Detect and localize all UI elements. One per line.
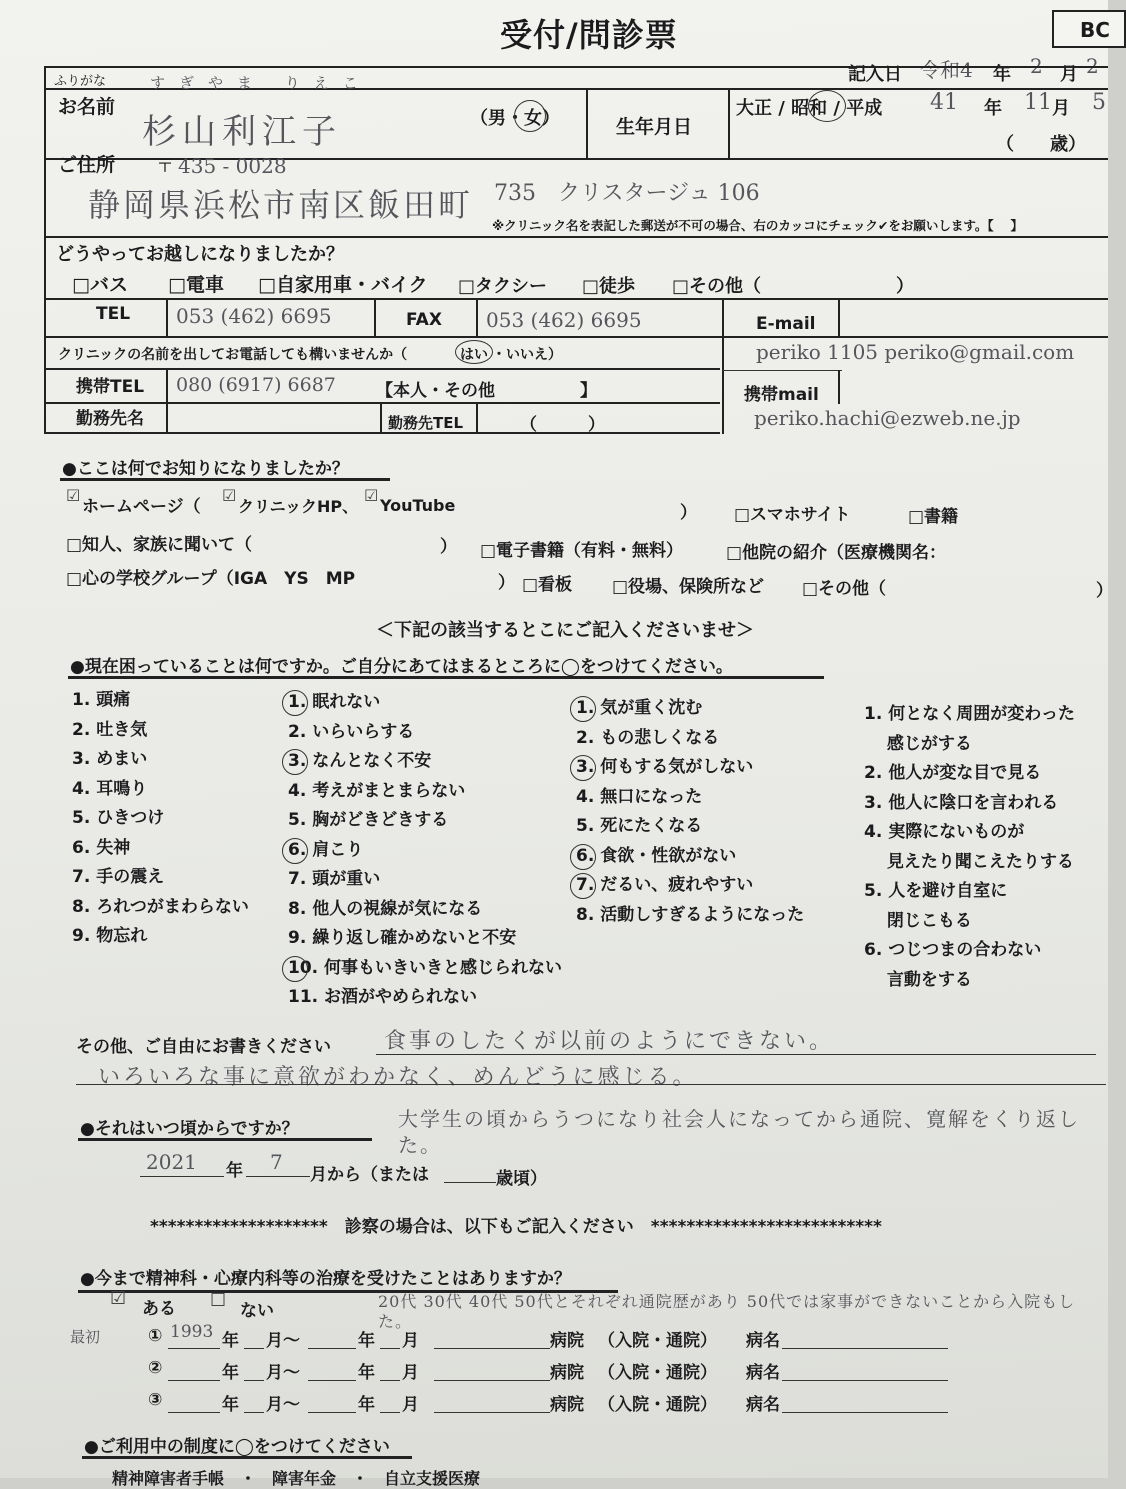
exam-row-fill-line: [168, 1348, 220, 1349]
era-showa-circle: [808, 90, 846, 122]
onset-age-unit: 歳頃）: [496, 1169, 547, 1189]
birth-year-unit: 年: [984, 98, 1002, 119]
mobile-label: 携帯TEL: [76, 377, 145, 397]
symptom-physical-item[interactable]: 1. 頭痛: [72, 690, 131, 710]
fax-label: FAX: [406, 310, 442, 330]
exam-first-label: 最初: [70, 1328, 101, 1346]
symptom-psychotic-item[interactable]: 4. 実際にないものが: [864, 822, 1025, 842]
call-yes-circle: [455, 340, 493, 364]
referral-row3-close: ）: [498, 573, 515, 593]
exam-row-disease: 病名: [746, 1395, 780, 1415]
birth-label: 生年月日: [616, 116, 693, 138]
birth-day[interactable]: 5: [1092, 90, 1106, 115]
symptom-psychotic-item[interactable]: 感じがする: [864, 733, 972, 754]
exam-row-disease: 病名: [746, 1363, 780, 1383]
referral-other[interactable]: □その他（: [802, 579, 887, 599]
exam-row-fill-line: [244, 1380, 264, 1381]
symptom-psychotic-item[interactable]: 1. 何となく周囲が変わった: [864, 704, 1076, 724]
exam-row-type: （入院・通院）: [598, 1363, 717, 1383]
exam-no[interactable]: ない: [240, 1301, 274, 1321]
exam-row-fill-line: [782, 1412, 948, 1413]
symptom-physical-item[interactable]: 2. 吐き気: [72, 719, 148, 740]
age-field[interactable]: （ 歳）: [996, 134, 1086, 155]
onset-year-rule: [140, 1176, 224, 1177]
tel-value[interactable]: 053 (462) 6695: [176, 304, 332, 328]
table-top-border: [44, 66, 1108, 68]
symptom-depression-item[interactable]: 1. 気が重く沈む: [576, 694, 804, 724]
work-tel-label: 勤務先TEL: [388, 414, 464, 432]
exam-row-fill-line: [434, 1412, 550, 1413]
call-no[interactable]: ・いいえ）: [492, 347, 562, 363]
symptoms-underline: [68, 676, 824, 679]
symptom-depression-item[interactable]: 3. 何もする気がしない: [576, 753, 804, 783]
furigana-label: ふりがな: [54, 74, 107, 89]
exam-row-hospital: 病院: [550, 1363, 584, 1383]
address-line2[interactable]: 735 クリスタージュ 106: [494, 181, 760, 206]
homepage-checkbox[interactable]: ☑: [66, 486, 81, 505]
exam-row-end-year-unit: 年: [358, 1363, 375, 1383]
symptom-psychotic-item[interactable]: 5. 人を避け自室に: [864, 881, 1008, 901]
exam-row-number: ①: [148, 1326, 163, 1346]
fax-label-divider: [476, 298, 478, 336]
symptom-depression-item[interactable]: 2. もの悲しくなる: [576, 727, 720, 748]
exam-row-fill-line: [308, 1412, 356, 1413]
symptom-physical-item[interactable]: 7. 手の震え: [72, 867, 165, 887]
referral-question: ●ここは何でお知りになりましたか？: [62, 459, 349, 479]
entry-date-label: 記入日: [848, 64, 902, 85]
exam-row-year-unit: 年: [222, 1331, 239, 1351]
referral-ebook[interactable]: □電子書籍（有料・無料）: [480, 541, 684, 561]
row-mobile-top: [44, 368, 720, 370]
postal-value[interactable]: 435 - 0028: [178, 154, 287, 178]
exam-row-type: （入院・通院）: [598, 1395, 717, 1415]
birth-year[interactable]: 41: [930, 90, 958, 115]
referral-signboard[interactable]: □看板: [522, 575, 573, 595]
mail-note: ※クリニック名を表記した郵送が不可の場合、右のカッコにチェック✔をお願いします。【 】: [492, 218, 1023, 233]
onset-age-rule: [444, 1182, 496, 1183]
exam-banner: ******************** 診察の場合は、以下もご記入ください **************************: [150, 1217, 882, 1237]
exam-row-disease: 病名: [746, 1331, 780, 1351]
name-value[interactable]: 杉山利江子: [142, 112, 342, 152]
name-label: お名前: [58, 96, 116, 118]
system-underline: [82, 1456, 412, 1459]
symptom-anxiety-item[interactable]: 8. 他人の視線が気になる: [288, 898, 483, 919]
symptom-psychotic-item[interactable]: 閉じこもる: [864, 910, 972, 931]
instruction-heading: ＜下記の該当するとこにご記入くださいませ＞: [376, 620, 754, 641]
exam-row-type: （入院・通院）: [598, 1331, 717, 1351]
onset-month-unit: 月から（または: [310, 1165, 429, 1185]
symptom-psychotic-item[interactable]: 言動をする: [864, 969, 972, 990]
exam-row-number: ③: [148, 1390, 163, 1410]
referral-row3-end: ）: [1096, 581, 1113, 601]
exam-row-year[interactable]: 1993: [170, 1322, 214, 1342]
symptom-physical-item[interactable]: 3. めまい: [72, 749, 148, 769]
onset-year-unit: 年: [226, 1161, 243, 1181]
work-label: 勤務先名: [76, 409, 144, 429]
onset-year[interactable]: 2021: [146, 1150, 197, 1174]
row-access-top: [44, 236, 1108, 238]
access-question: どうやってお越しになりましたか？: [56, 244, 344, 265]
symptoms-col-depression: [576, 694, 804, 930]
access-train[interactable]: □電車: [168, 274, 224, 296]
exam-yes[interactable]: ある: [142, 1299, 176, 1319]
entry-year-unit: 年: [993, 64, 1011, 85]
symptom-physical-item[interactable]: 5. ひきつけ: [72, 808, 165, 828]
symptom-physical-item[interactable]: 6. 失神: [72, 837, 131, 858]
work-tel-label-divider: [380, 402, 382, 432]
exam-row-fill-line: [168, 1412, 220, 1413]
symptom-depression-item[interactable]: 5. 死にたくなる: [576, 816, 703, 836]
table-left-border: [44, 66, 46, 432]
exam-row-end-month-unit: 月: [402, 1363, 419, 1383]
referral-government[interactable]: □役場、保険所など: [612, 577, 765, 597]
bc-box-label: BC: [1080, 18, 1110, 42]
clinic-hp-checkbox[interactable]: ☑: [222, 486, 237, 505]
email-label: E-mail: [756, 314, 816, 334]
exam-row-fill-line: [308, 1348, 356, 1349]
referral-underline: [60, 478, 390, 481]
email-value[interactable]: periko 1105 periko@gmail.com: [756, 340, 1075, 364]
free-text-line1[interactable]: 食事のしたくが以前のようにできない。: [384, 1029, 835, 1054]
furigana-value[interactable]: すぎやま りえこ: [150, 74, 372, 92]
exam-row-fill-line: [244, 1348, 264, 1349]
access-bus[interactable]: □バス: [72, 274, 128, 296]
symptom-depression-item[interactable]: 4. 無口になった: [576, 786, 703, 807]
symptom-psychotic-item[interactable]: 見えたり聞こえたりする: [864, 851, 1074, 872]
exam-row-fill-line: [380, 1380, 400, 1381]
call-yes[interactable]: はい: [460, 347, 488, 363]
exam-row-hospital: 病院: [550, 1395, 584, 1415]
referral-youtube[interactable]: YouTube: [380, 496, 456, 515]
onset-underline: [78, 1138, 372, 1141]
symptom-psychotic-item[interactable]: 2. 他人が変な目で見る: [864, 763, 1042, 783]
symptom-anxiety-item[interactable]: 6. 肩こり: [288, 836, 562, 866]
exam-row-fill-line: [380, 1348, 400, 1349]
mobile-value[interactable]: 080 (6917) 6687: [176, 374, 336, 396]
symptom-depression-item[interactable]: 7. だるい、疲れやすい: [576, 871, 804, 901]
tel-label-divider: [166, 298, 168, 336]
referral-school-group[interactable]: □心の学校グループ（IGA YS MP: [66, 569, 356, 589]
symptom-physical-item[interactable]: 4. 耳鳴り: [72, 778, 148, 799]
name-birth-divider: [586, 88, 588, 158]
symptom-anxiety-item[interactable]: 5. 胸がどきどきする: [288, 810, 449, 830]
system-question: ●ご利用中の制度に◯をつけてください: [84, 1437, 390, 1457]
onset-month[interactable]: 7: [270, 1150, 283, 1174]
tel-value-divider: [374, 298, 376, 336]
exam-row-end-month-unit: 月: [402, 1331, 419, 1351]
symptom-depression-item[interactable]: 8. 活動しすぎるようになった: [576, 904, 805, 925]
exam-row-number: ②: [148, 1358, 163, 1378]
contact-right-divider: [722, 298, 724, 434]
symptom-anxiety-item[interactable]: 11. お酒がやめられない: [288, 987, 478, 1007]
exam-row-fill-line: [244, 1412, 264, 1413]
access-other-close: ）: [896, 276, 914, 297]
entry-date-month: 2: [1030, 54, 1043, 78]
fax-value[interactable]: 053 (462) 6695: [486, 308, 642, 332]
postal-prefix: 〒: [156, 156, 174, 177]
exam-row-end-year-unit: 年: [358, 1331, 375, 1351]
birth-month-unit: 月: [1052, 98, 1070, 119]
onset-note[interactable]: 大学生の頃からうつになり社会人になってから通院、寛解をくり返した。: [398, 1107, 1080, 1157]
entry-month-unit: 月: [1060, 64, 1078, 85]
exam-row-year-unit: 年: [222, 1363, 239, 1383]
system-options[interactable]: 精神障害者手帳 ・ 障害年金 ・ 自立支援医療: [112, 1469, 481, 1488]
exam-row-fill-line: [434, 1348, 550, 1349]
symptom-anxiety-item[interactable]: 3. なんとなく不安: [288, 747, 562, 777]
access-taxi[interactable]: □タクシー: [458, 276, 548, 297]
exam-row-month-unit: 月〜: [266, 1395, 300, 1415]
exam-row-end-month-unit: 月: [402, 1395, 419, 1415]
table-bottom-border: [44, 432, 720, 434]
symptoms-col-psychotic: [864, 700, 1075, 995]
symptom-anxiety-item[interactable]: 4. 考えがまとまらない: [288, 780, 466, 801]
referral-other-clinic[interactable]: □他院の紹介（医療機関名：: [726, 543, 947, 563]
exam-row-fill-line: [168, 1380, 220, 1381]
referral-homepage[interactable]: ホームページ（: [82, 497, 201, 517]
youtube-checkbox[interactable]: ☑: [364, 486, 379, 505]
free-text-rule2: [76, 1084, 1106, 1085]
work-tel-divider: [476, 402, 478, 432]
gender-options[interactable]: （男・女）: [470, 108, 560, 129]
exam-row-fill-line: [782, 1380, 948, 1381]
symptoms-col-physical: [72, 686, 249, 952]
symptom-anxiety-item[interactable]: 10. 何事もいきいきと感じられない: [288, 954, 562, 984]
birth-month[interactable]: 11: [1024, 90, 1052, 115]
mobile-label-divider: [166, 368, 168, 432]
exam-row-month-unit: 月〜: [266, 1363, 300, 1383]
row-tel-top: [44, 298, 1108, 300]
free-text-rule1: [376, 1054, 1096, 1055]
exam-question: ●今まで精神科・心療内科等の治療を受けたことはありますか？: [80, 1269, 571, 1289]
entry-date-era: 令和4: [920, 58, 973, 82]
exam-no-checkbox[interactable]: ☐: [210, 1290, 227, 1311]
email-label-divider: [838, 298, 840, 338]
mobile-owner[interactable]: 【本人・その他 】: [376, 381, 597, 401]
exam-row-hospital: 病院: [550, 1331, 584, 1351]
birth-eras[interactable]: 大正 / 昭和 / 平成: [736, 98, 883, 119]
referral-row1-close: ）: [680, 503, 697, 523]
address-label: ご住所: [58, 154, 116, 176]
free-text-line2[interactable]: いろいろな事に意欲がわかなく、めんどうに感じる。: [98, 1065, 698, 1090]
symptom-psychotic-item[interactable]: 6. つじつまの合わない: [864, 940, 1042, 960]
entry-date-day: 2: [1086, 54, 1099, 78]
symptom-depression-item[interactable]: 6. 食欲・性欲がない: [576, 842, 804, 872]
referral-acquaintance[interactable]: □知人、家族に聞いて（: [66, 535, 253, 555]
onset-month-rule: [246, 1176, 310, 1177]
symptom-physical-item[interactable]: 8. ろれつがまわらない: [72, 896, 249, 917]
call-question: クリニックの名前を出してお電話しても構いませんか（: [58, 347, 408, 363]
form-title: 受付/問診票: [500, 16, 678, 54]
exam-row-fill-line: [434, 1380, 550, 1381]
exam-note[interactable]: 20代 30代 40代 50代とそれぞれ通院歴があり 50代では家事ができないことから入院もした。: [378, 1292, 1076, 1331]
referral-book[interactable]: □書籍: [908, 507, 959, 527]
access-car[interactable]: □自家用車・バイク: [258, 274, 428, 296]
exam-row-fill-line: [782, 1348, 948, 1349]
onset-question: ●それはいつ頃からですか？: [80, 1119, 299, 1139]
exam-row-month-unit: 月〜: [266, 1331, 300, 1351]
symptoms-question: ●現在困っていることは何ですか。ご自分にあてはまるところに◯をつけてください。: [70, 657, 733, 677]
birth-label-divider: [728, 88, 730, 158]
referral-smartphone[interactable]: □スマホサイト: [734, 505, 851, 525]
free-text-label: その他、ご自由にお書きください: [76, 1037, 331, 1057]
exam-row-fill-line: [308, 1380, 356, 1381]
address-line1[interactable]: 静岡県浜松市南区飯田町: [88, 186, 474, 224]
symptom-anxiety-item[interactable]: 1. 眠れない: [288, 688, 562, 718]
symptoms-col-anxiety: [288, 688, 562, 1013]
access-walk[interactable]: □徒歩: [582, 276, 636, 297]
bc-box: [1052, 10, 1126, 48]
referral-row2-close: ）: [440, 537, 457, 557]
symptom-anxiety-item[interactable]: 9. 繰り返し確かめないと不安: [288, 928, 517, 948]
row-call-top: [44, 336, 1108, 338]
mobile-mail-value[interactable]: periko.hachi@ezweb.ne.jp: [754, 406, 1021, 430]
exam-row-year-unit: 年: [222, 1395, 239, 1415]
symptom-physical-item[interactable]: 9. 物忘れ: [72, 926, 148, 946]
mobile-mail-divider: [838, 370, 840, 404]
symptom-anxiety-item[interactable]: 2. いらいらする: [288, 721, 415, 742]
symptom-psychotic-item[interactable]: 3. 他人に陰口を言われる: [864, 792, 1059, 813]
tel-label: TEL: [96, 304, 131, 324]
exam-row-end-year-unit: 年: [358, 1395, 375, 1415]
referral-clinic-hp[interactable]: クリニックHP、: [238, 497, 359, 516]
access-other[interactable]: □その他（: [672, 276, 762, 297]
row-work-top: [44, 402, 720, 404]
symptom-anxiety-item[interactable]: 7. 頭が重い: [288, 869, 381, 889]
work-tel-value[interactable]: （ ）: [520, 415, 605, 435]
gender-selected-circle: [514, 100, 546, 132]
exam-row-fill-line: [380, 1412, 400, 1413]
mobile-mail-top: [722, 370, 842, 371]
mobile-mail-label: 携帯mail: [744, 385, 819, 405]
exam-yes-checkbox[interactable]: ☑: [110, 1288, 127, 1309]
